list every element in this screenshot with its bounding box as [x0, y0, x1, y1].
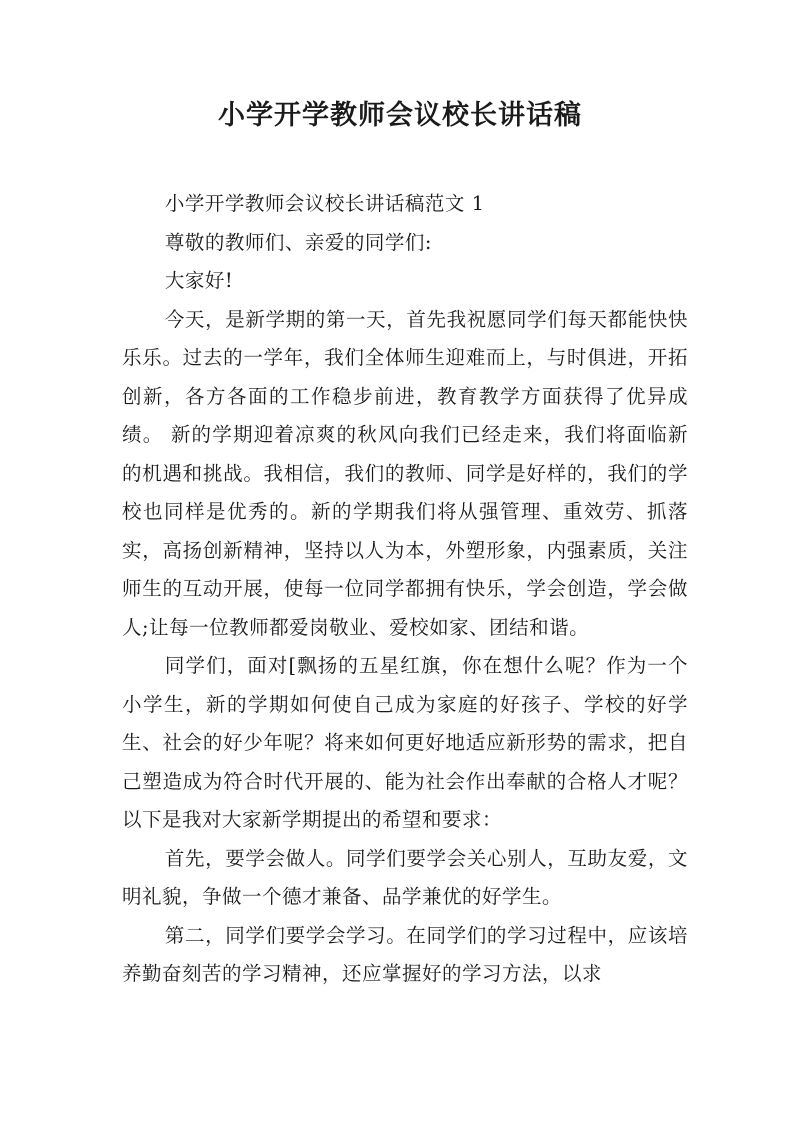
paragraph: 同学们，面对[飘扬的五星红旗，你在想什么呢？作为一个小学生，新的学期如何使自己成为家庭的好孩子、学校的好学生、社会的好少年呢？将来如何更好地适应新形势的需求，把自己塑造成为符合时代开展的、能为社会作出奉献的合格人才呢？以下是我对大家新学期提出的希望和要求： [122, 654, 688, 831]
paragraph-subtitle: 小学开学教师会议校长讲话稿范文 1 [164, 192, 485, 215]
document-body [122, 185, 688, 994]
paragraph-salutation: 尊敬的教师们、亲爱的同学们: [164, 230, 432, 254]
paragraph: 今天，是新学期的第一天，首先我祝愿同学们每天都能快快乐乐。过去的一学年，我们全体师生迎难而上，与时俱进，开拓创新，各方各面的工作稳步前进，教育教学方面获得了优异成绩。 新的学期迎着凉爽的秋风向我们已经走来，我们将面临新的机遇和挑战。我相信，我们的教师、同学是好样的，我们的学校也同样是优秀的。新的学期我们将从强管理、重效劳、抓落实，高扬创新精神，坚持以人为本，外塑形象，内强素质，关注师生的互动开展，使每一位同学都拥有快乐，学会创造，学会做人;让每一位教师都爱岗敬业、爱校如家、团结和谐。 [122, 307, 688, 639]
document-title: 小学开学教师会议校长讲话稿 [218, 100, 582, 131]
paragraph-greeting: 大家好! [164, 269, 234, 292]
paragraph: 第二，同学们要学会学习。在同学们的学习过程中，应该培养勤奋刻苦的学习精神，还应掌握好的学习方法，以求 [122, 923, 688, 985]
paragraph: 首先，要学会做人。同学们要学会关心别人，互助友爱，文明礼貌，争做一个德才兼备、品学兼优的好学生。 [122, 846, 688, 908]
